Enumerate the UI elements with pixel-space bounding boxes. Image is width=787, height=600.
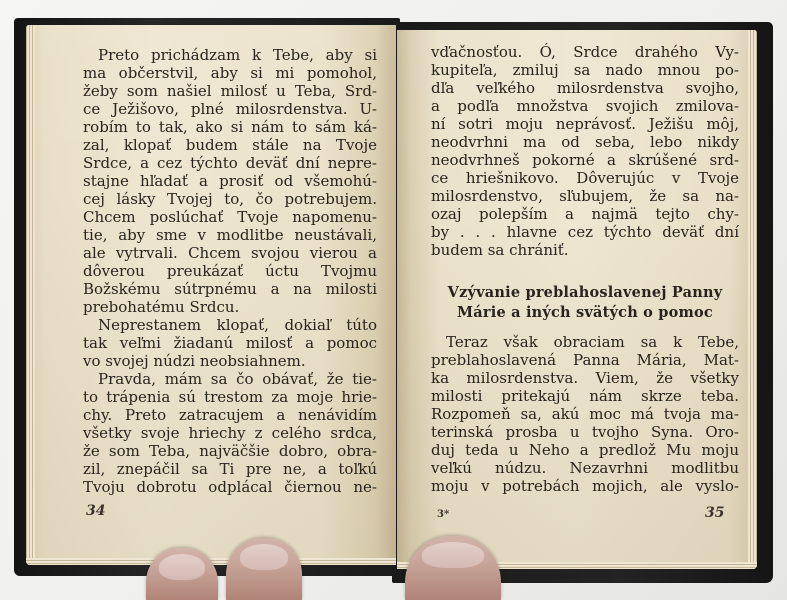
text-line: všetky svoje hriechy z celého srdca, <box>83 424 377 442</box>
text-line: duj teda u Neho a predlož Mu moju <box>431 441 739 459</box>
text-line: Pravda, mám sa čo obávať, že tie- <box>98 370 377 388</box>
text-line: zal, klopať budem stále na Tvoje <box>83 136 377 154</box>
fingernail <box>159 554 205 580</box>
text-line: ce hriešnikovo. Dôverujúc v Tvoje <box>431 169 739 187</box>
text-line: prebohatému Srdcu. <box>83 298 240 316</box>
paragraph <box>83 316 377 370</box>
text-line: ma občerstvil, aby si mi pomohol, <box>83 64 377 82</box>
text-line: Preto prichádzam k Tebe, aby si <box>98 46 377 64</box>
paragraph <box>431 43 739 259</box>
continued-paragraph <box>431 43 739 259</box>
text-line: veľkú núdzu. Nezavrhni modlitbu <box>431 459 739 477</box>
paragraph <box>83 370 377 496</box>
text-line: cej lásky Tvojej to, čo potrebujem. <box>83 190 377 208</box>
left-page <box>26 25 396 565</box>
text-line: Rozpomeň sa, akú moc má tvoja ma- <box>431 405 739 423</box>
heading-line: Márie a iných svätých o pomoc <box>457 304 713 321</box>
right-page-text <box>431 43 739 495</box>
text-line: ce Ježišovo, plné milosrdenstva. U- <box>83 100 377 118</box>
text-line: dôverou preukázať úctu Tvojmu <box>83 262 377 280</box>
text-line: neodvrhni ma od seba, lebo nikdy <box>431 133 739 151</box>
page-number: 35 <box>705 505 725 521</box>
text-line: terinská prosba u tvojho Syna. Oro- <box>431 423 739 441</box>
text-line: dľa veľkého milosrdenstva svojho, <box>431 79 739 97</box>
text-line: Srdce, a cez týchto deväť dní nepre- <box>83 154 377 172</box>
text-line: moju v potrebách mojich, ale vyslo- <box>431 477 739 495</box>
text-line: ka milosrdenstva. Viem, že všetky <box>431 369 739 387</box>
text-line: neodvrhneš pokorné a skrúšené srd- <box>431 151 739 169</box>
text-line: robím to tak, ako si nám to sám ká- <box>83 118 377 136</box>
left-page-text <box>83 46 377 496</box>
page-edges <box>26 25 35 565</box>
text-line: chy. Preto zatracujem a nenávidím <box>83 406 377 424</box>
text-line: Božskému sútrpnému a na milosti <box>83 280 377 298</box>
page-edges <box>748 30 757 569</box>
signature-mark: 3* <box>437 509 450 520</box>
text-line: milosti pritekajú nám skrze teba. <box>431 387 739 405</box>
text-line: vo svojej núdzi neobsiahnem. <box>83 352 306 370</box>
text-line: a podľa množstva svojich zmilova- <box>431 97 739 115</box>
text-line: budem sa chrániť. <box>431 241 569 259</box>
heading-line: Vzývanie preblahoslavenej Panny <box>447 284 723 301</box>
text-line: ozaj polepším a najmä tejto chy- <box>431 205 739 223</box>
fingernail <box>240 544 289 570</box>
text-line: kupiteľa, zmiluj sa nado mnou po- <box>431 61 739 79</box>
page-number: 34 <box>86 503 106 519</box>
paragraph <box>431 333 739 495</box>
text-line: preblahoslavená Panna Mária, Mat- <box>431 351 739 369</box>
text-line: Tvoju dobrotu odplácal čiernou ne- <box>83 478 377 496</box>
text-line: tak veľmi žiadanú milosť a pomoc <box>83 334 377 352</box>
text-line: Chcem poslúchať Tvoje napomenu- <box>83 208 377 226</box>
paragraph <box>83 46 377 316</box>
text-line: ale vytrvali. Chcem svojou vierou a <box>83 244 377 262</box>
text-line: Teraz však obraciam sa k Tebe, <box>446 333 739 351</box>
text-line: tie, aby sme v modlitbe neustávali, <box>83 226 377 244</box>
text-line: stajne hľadať a prosiť od všemohú- <box>83 172 377 190</box>
text-line: milosrdenstvo, sľubujem, že sa na- <box>431 187 739 205</box>
text-line: zil, znepáčil sa Ti pre ne, a toľkú <box>83 460 377 478</box>
text-line: že som Teba, najväčšie dobro, obra- <box>83 442 377 460</box>
text-line: by . . . hlavne cez týchto deväť dní <box>431 223 739 241</box>
finger <box>226 538 302 600</box>
right-page <box>397 30 757 569</box>
section-heading <box>431 283 739 323</box>
fingernail <box>422 542 483 568</box>
text-line: vďačnosťou. Ó, Srdce drahého Vy- <box>431 43 739 61</box>
text-line: žeby som našiel milosť u Teba, Srd- <box>83 82 377 100</box>
text-line: ní sotri moju neprávosť. Ježišu môj, <box>431 115 739 133</box>
section-body <box>431 333 739 495</box>
text-line: Neprestanem klopať, dokiaľ túto <box>98 316 377 334</box>
text-line: to trápenia sú trestom za moje hrie- <box>83 388 377 406</box>
